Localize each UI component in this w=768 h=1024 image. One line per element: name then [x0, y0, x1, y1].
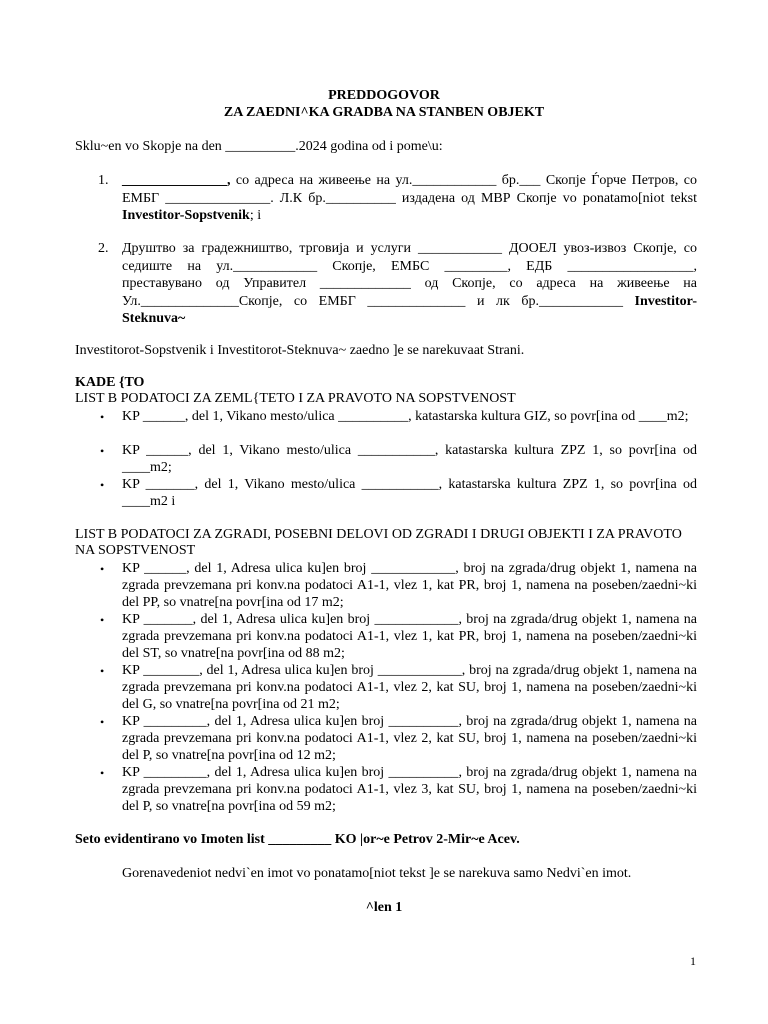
party-1-role: Investitor-Sopstvenik — [122, 208, 250, 223]
bullet-icon: • — [100, 664, 105, 678]
parties-sentence: Investitorot-Sopstvenik i Investitorot-Steknuva~ zaedno ]e se narekuvaat Strani. — [75, 343, 525, 358]
party-1-text: со адреса на живеење на ул.____________ бр.___ Скопје Ѓорче Петров, со ЕМБГ _______________. Л.К бр.__________ издадена од МВР Скопје vo ponatamo[niot tekst — [122, 173, 697, 206]
party-1-paragraph — [122, 172, 697, 225]
document-title: PREDDOGOVOR — [328, 88, 440, 103]
party-1-name: _______________, — [122, 173, 231, 188]
building-item-4: KP _________, del 1, Adresa ulica ku]en broj __________, broj na zgrada/drug objekt 1, namena na zgrada prevzemana pri konv.na podatoci A1-1, vlez 2, kat SU, broj 1, namena na poseben/zaedni~ki del P, so vnatre[na povr[ina od 12 m2; — [122, 714, 697, 763]
list-b-land-heading: LIST B PODATOCI ZA ZEML{TETO I ZA PRAVOTO NA SOPSTVENOST — [75, 391, 516, 406]
party-2-number: 2. — [98, 241, 109, 256]
building-item-5: KP _________, del 1, Adresa ulica ku]en broj __________, broj na zgrada/drug objekt 1, namena na zgrada prevzemana pri konv.na podatoci A1-1, vlez 3, kat SU, broj 1, namena na poseben/zaedni~ki del P, so vnatre[na povr[ina od 59 m2; — [122, 765, 697, 814]
bullet-icon: • — [100, 766, 105, 780]
page-number: 1 — [690, 954, 696, 968]
registered-line: Seto evidentirano vo Imoten list _________ KO |or~e Petrov 2-Mir~e Acev. — [75, 832, 520, 847]
building-item-3: KP ________, del 1, Adresa ulica ku]en broj ____________, broj na zgrada/drug objekt 1, namena na zgrada prevzemana pri konv.na podatoci A1-1, vlez 2, kat SU, broj 1, namena na poseben/zaedni~ki del G, so vnatre[na povr[ina od 21 m2; — [122, 663, 697, 712]
land-item-2: KP ______, del 1, Vikano mesto/ulica ___________, katastarska kultura ZPZ 1, so povr[ina od ____m2; — [122, 443, 697, 475]
bullet-icon: • — [100, 478, 105, 492]
list-b-buildings-heading-2: NA SOPSTVENOST — [75, 543, 196, 558]
party-1-tail: ; i — [249, 208, 262, 223]
bullet-icon: • — [100, 562, 105, 576]
article-heading: ^len 1 — [365, 900, 403, 915]
party-2-text: Друштво за градежништво, трговија и услуги ____________ ДООЕЛ увоз-извоз Скопје, со седиште на ул.____________ Скопје, ЕМБС _________, ЕДБ __________________, преставувано од Управител _____________ од Скопје, со адреса на живеење на Ул.______________Скопје, со ЕМБГ ______________ и лк бр.____________ — [122, 241, 697, 309]
whereas-heading: KADE {TO — [75, 375, 145, 390]
intro-line: Sklu~en vo Skopje na den __________.2024 godina od i pome\u: — [75, 139, 443, 154]
bullet-icon: • — [100, 444, 105, 458]
party-2-paragraph — [122, 240, 697, 328]
bullet-icon: • — [100, 715, 105, 729]
bullet-icon: • — [100, 613, 105, 627]
building-item-1: KP ______, del 1, Adresa ulica ku]en broj ____________, broj na zgrada/drug objekt 1, namena na zgrada prevzemana pri konv.na podatoci A1-1, vlez 1, kat PR, broj 1, namena na poseben/zaedni~ki del PP, so vnatre[na povr[ina od 17 m2; — [122, 561, 697, 610]
list-b-buildings-heading-1: LIST B PODATOCI ZA ZGRADI, POSEBNI DELOVI OD ZGRADI I DRUGI OBJEKTI I ZA PRAVOTO — [75, 527, 682, 542]
bullet-icon: • — [100, 410, 105, 424]
party-1-number: 1. — [98, 173, 109, 188]
document-subtitle: ZA ZAEDNI^KA GRADBA NA STANBEN OBJEKT — [223, 105, 545, 120]
property-sentence: Gorenavedeniot nedvi`en imot vo ponatamo[niot tekst ]e se narekuva samo Nedvi`en imot. — [122, 866, 632, 881]
land-item-3: KP _______, del 1, Vikano mesto/ulica ___________, katastarska kultura ZPZ 1, so povr[ina od ____m2 i — [122, 477, 697, 509]
party-2-role: Investitor-Steknuva~ — [122, 293, 697, 326]
building-item-2: KP _______, del 1, Adresa ulica ku]en broj ____________, broj na zgrada/drug objekt 1, namena na zgrada prevzemana pri konv.na podatoci A1-1, vlez 1, kat PR, broj 1, namena na poseben/zaedni~ki del ST, so vnatre[na povr[ina od 88 m2; — [122, 612, 697, 661]
land-item-1: KP ______, del 1, Vikano mesto/ulica __________, katastarska kultura GIZ, so povr[ina od ____m2; — [122, 409, 689, 424]
